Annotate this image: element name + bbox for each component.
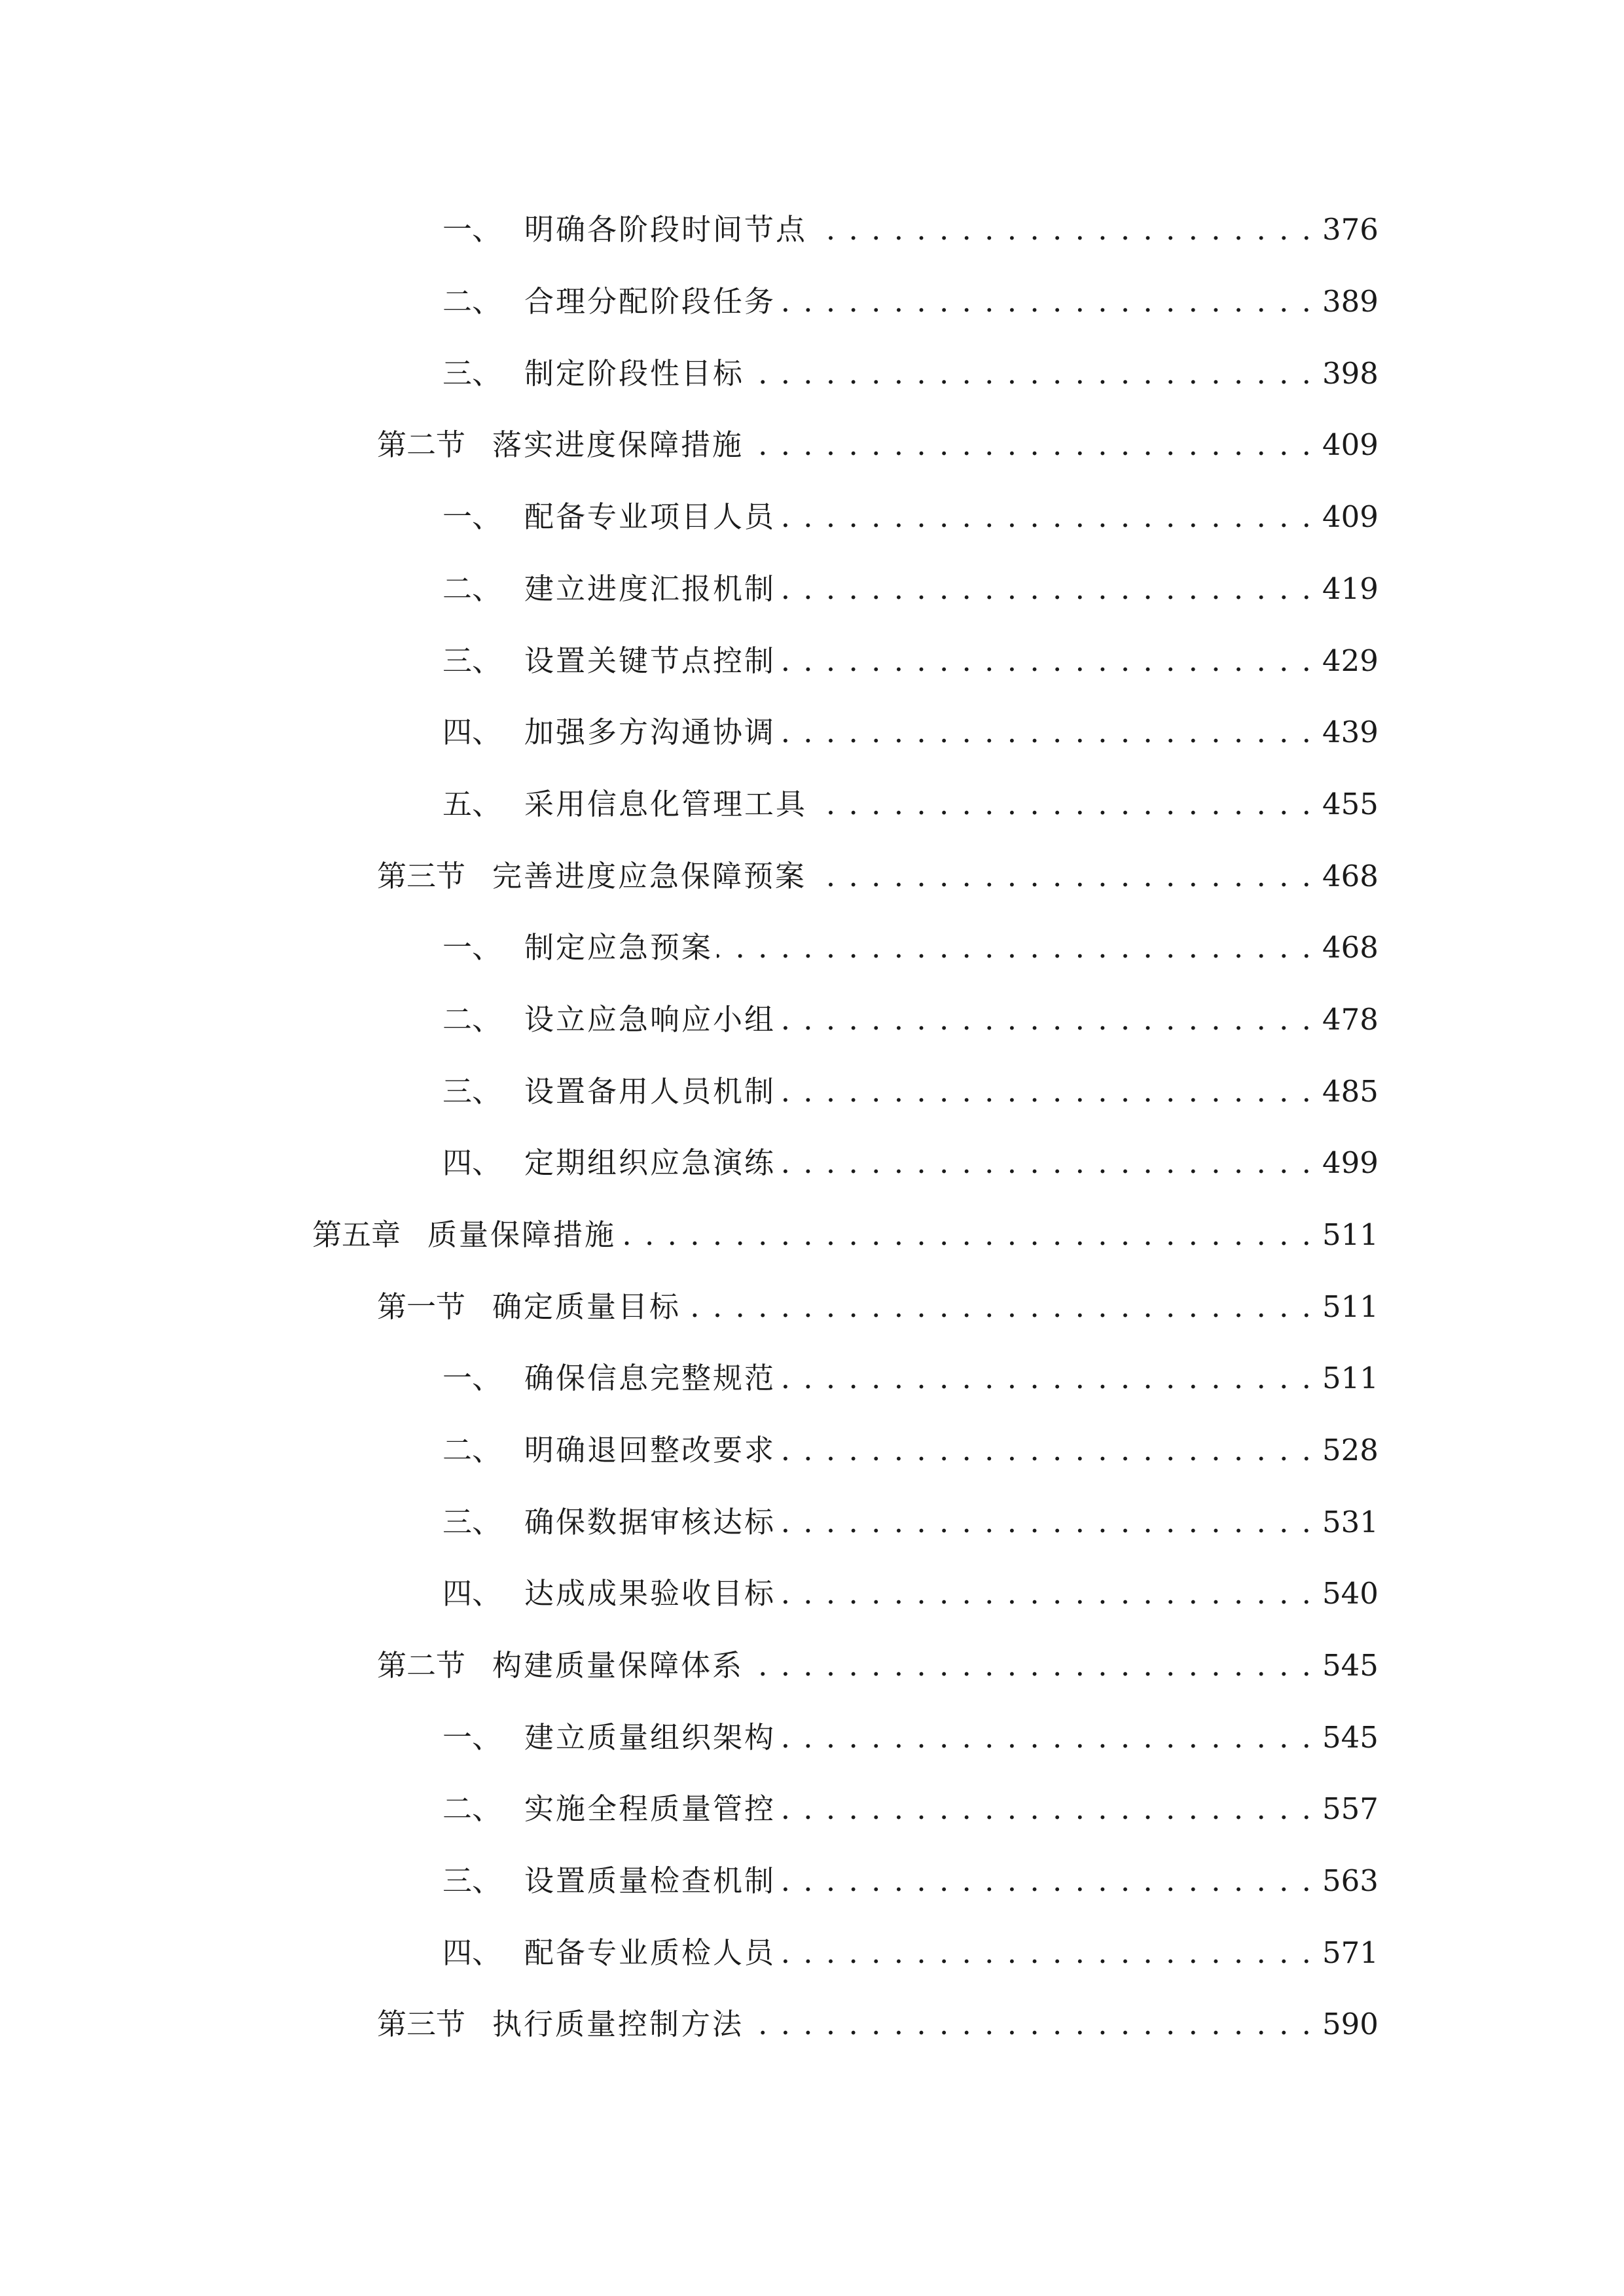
- toc-entry-page: 419: [1322, 571, 1379, 606]
- toc-entry[interactable]: [442, 553, 1379, 625]
- toc-entry-title: 建立进度汇报机制: [524, 571, 776, 606]
- toc-entry-page: 528: [1322, 1433, 1379, 1467]
- dot-leader: [780, 625, 1313, 697]
- dot-leader: [780, 1127, 1313, 1199]
- toc-entry-number: 一、: [442, 930, 502, 965]
- toc-entry-page: 545: [1322, 1648, 1379, 1683]
- toc-entry-page: 409: [1322, 427, 1379, 462]
- dot-leader: [780, 1486, 1313, 1558]
- toc-entry-page: 557: [1322, 1791, 1379, 1826]
- toc-entry-number: 三、: [442, 1863, 502, 1898]
- toc-entry[interactable]: [442, 1702, 1379, 1774]
- toc-entry-title: 配备专业质检人员: [524, 1935, 776, 1970]
- toc-section-entry[interactable]: [377, 409, 1379, 481]
- dot-leader: [780, 1702, 1313, 1774]
- dot-leader: [780, 1917, 1313, 1989]
- toc-entry-title: 达成成果验收目标: [524, 1576, 776, 1611]
- toc-entry-title: 制定阶段性目标: [524, 356, 745, 391]
- toc-entry-number: 三、: [442, 356, 502, 391]
- toc-entry[interactable]: [442, 768, 1379, 840]
- toc-entry-number: 二、: [442, 1433, 502, 1467]
- dot-leader: [780, 1558, 1313, 1630]
- toc-entry[interactable]: [442, 338, 1379, 410]
- toc-entry-page: 468: [1322, 930, 1379, 965]
- toc-section-entry[interactable]: [377, 840, 1379, 912]
- toc-entry-number: 第二节: [377, 427, 466, 462]
- toc-entry-page: 511: [1322, 1361, 1379, 1395]
- toc-entry[interactable]: [442, 194, 1379, 266]
- toc-entry-page: 571: [1322, 1935, 1379, 1970]
- toc-entry-title: 配备专业项目人员: [524, 499, 776, 534]
- toc-entry-page: 409: [1322, 499, 1379, 534]
- toc-entry-title: 完善进度应急保障预案: [492, 859, 807, 893]
- dot-leader: [780, 1845, 1313, 1917]
- toc-entry[interactable]: [442, 625, 1379, 697]
- dot-leader: [780, 481, 1313, 553]
- toc-entry[interactable]: [442, 984, 1379, 1056]
- toc-entry-page: 429: [1322, 643, 1379, 678]
- toc-entry-number: 第一节: [377, 1289, 466, 1324]
- toc-entry-number: 一、: [442, 212, 502, 247]
- toc-entry-title: 明确各阶段时间节点: [524, 212, 808, 247]
- toc-entry[interactable]: [442, 1558, 1379, 1630]
- toc-entry-number: 四、: [442, 1145, 502, 1180]
- dot-leader: [717, 912, 1313, 984]
- toc-entry[interactable]: [442, 1342, 1379, 1414]
- toc-entry[interactable]: [442, 1486, 1379, 1558]
- toc-entry[interactable]: [442, 1845, 1379, 1917]
- toc-entry-number: 第二节: [377, 1648, 466, 1683]
- dot-leader: [748, 1630, 1313, 1702]
- toc-entry-number: 五、: [442, 787, 502, 821]
- toc-entry-number: 四、: [442, 1935, 502, 1970]
- toc-entry-number: 二、: [442, 1791, 502, 1826]
- toc-entry-page: 478: [1322, 1002, 1379, 1037]
- toc-entry-number: 一、: [442, 499, 502, 534]
- toc-entry-page: 563: [1322, 1863, 1379, 1898]
- toc-entry-page: 540: [1322, 1576, 1379, 1611]
- toc-entry-number: 二、: [442, 1002, 502, 1037]
- toc-entry-number: 三、: [442, 1074, 502, 1109]
- dot-leader: [620, 1199, 1313, 1271]
- dot-leader: [810, 840, 1313, 912]
- toc-section-entry[interactable]: [377, 1271, 1379, 1343]
- toc-entry-number: 三、: [442, 1505, 502, 1539]
- toc-entry-page: 485: [1322, 1074, 1379, 1109]
- toc-entry[interactable]: [442, 696, 1379, 768]
- toc-entry-number: 一、: [442, 1720, 502, 1755]
- toc-entry-title: 落实进度保障措施: [492, 427, 744, 462]
- dot-leader: [685, 1271, 1313, 1343]
- dot-leader: [780, 1414, 1313, 1486]
- dot-leader: [811, 768, 1313, 840]
- toc-entry-title: 确保数据审核达标: [524, 1505, 776, 1539]
- toc-entry-page: 545: [1322, 1720, 1379, 1755]
- dot-leader: [780, 266, 1313, 338]
- toc-entry-title: 定期组织应急演练: [524, 1145, 776, 1180]
- toc-entry-number: 四、: [442, 715, 502, 749]
- dot-leader: [780, 1056, 1313, 1128]
- dot-leader: [780, 984, 1313, 1056]
- toc-entry-page: 511: [1322, 1217, 1379, 1252]
- toc-entry-page: 455: [1322, 787, 1379, 821]
- toc-entry-number: 二、: [442, 284, 502, 319]
- toc-entry-title: 确定质量目标: [492, 1289, 681, 1324]
- dot-leader: [780, 1342, 1313, 1414]
- toc-entry-page: 439: [1322, 715, 1379, 749]
- toc-entry-page: 499: [1322, 1145, 1379, 1180]
- toc-entry-title: 确保信息完整规范: [524, 1361, 776, 1395]
- toc-entry[interactable]: [442, 1056, 1379, 1128]
- toc-entry-title: 执行质量控制方法: [492, 2007, 744, 2041]
- toc-entry-title: 建立质量组织架构: [524, 1720, 776, 1755]
- toc-entry-number: 第五章: [312, 1217, 401, 1252]
- toc-entry-title: 加强多方沟通协调: [524, 715, 776, 749]
- toc-entry-number: 二、: [442, 571, 502, 606]
- dot-leader: [780, 553, 1313, 625]
- toc-entry-page: 511: [1322, 1289, 1379, 1324]
- toc-entry[interactable]: [442, 1414, 1379, 1486]
- toc-entry-page: 531: [1322, 1505, 1379, 1539]
- toc-entry-number: 四、: [442, 1576, 502, 1611]
- toc-entry[interactable]: [442, 266, 1379, 338]
- toc-entry-title: 质量保障措施: [427, 1217, 617, 1252]
- toc-entry-page: 590: [1322, 2007, 1379, 2041]
- toc-entry[interactable]: [442, 481, 1379, 553]
- toc-entry-title: 制定应急预案: [524, 930, 713, 965]
- toc-section-entry[interactable]: [377, 1630, 1379, 1702]
- toc-section-entry[interactable]: [377, 1988, 1379, 2060]
- toc-entry-title: 明确退回整改要求: [524, 1433, 776, 1467]
- toc-entry-title: 设置关键节点控制: [524, 643, 776, 678]
- toc-entry-page: 468: [1322, 859, 1379, 893]
- toc-entry-number: 三、: [442, 643, 502, 678]
- toc-entry-title: 采用信息化管理工具: [524, 787, 808, 821]
- toc-chapter-entry[interactable]: [312, 1199, 1379, 1271]
- toc-entry[interactable]: [442, 1127, 1379, 1199]
- toc-entry-number: 第三节: [377, 2007, 466, 2041]
- toc-entry-page: 376: [1322, 212, 1379, 247]
- toc-entry-title: 设置备用人员机制: [524, 1074, 776, 1109]
- toc-entry[interactable]: [442, 912, 1379, 984]
- dot-leader: [811, 194, 1313, 266]
- toc-entry-number: 一、: [442, 1361, 502, 1395]
- toc-entry-title: 设置质量检查机制: [524, 1863, 776, 1898]
- dot-leader: [748, 338, 1313, 410]
- toc-entry-page: 398: [1322, 356, 1379, 391]
- toc-entry-title: 合理分配阶段任务: [524, 284, 776, 319]
- toc-entry-number: 第三节: [377, 859, 466, 893]
- toc-entry[interactable]: [442, 1773, 1379, 1845]
- toc-entry-title: 实施全程质量管控: [524, 1791, 776, 1826]
- dot-leader: [780, 1773, 1313, 1845]
- toc-entry[interactable]: [442, 1917, 1379, 1989]
- dot-leader: [748, 1988, 1313, 2060]
- toc-entry-page: 389: [1322, 284, 1379, 319]
- toc-entry-title: 设立应急响应小组: [524, 1002, 776, 1037]
- toc-entry-title: 构建质量保障体系: [492, 1648, 744, 1683]
- dot-leader: [780, 696, 1313, 768]
- dot-leader: [748, 409, 1313, 481]
